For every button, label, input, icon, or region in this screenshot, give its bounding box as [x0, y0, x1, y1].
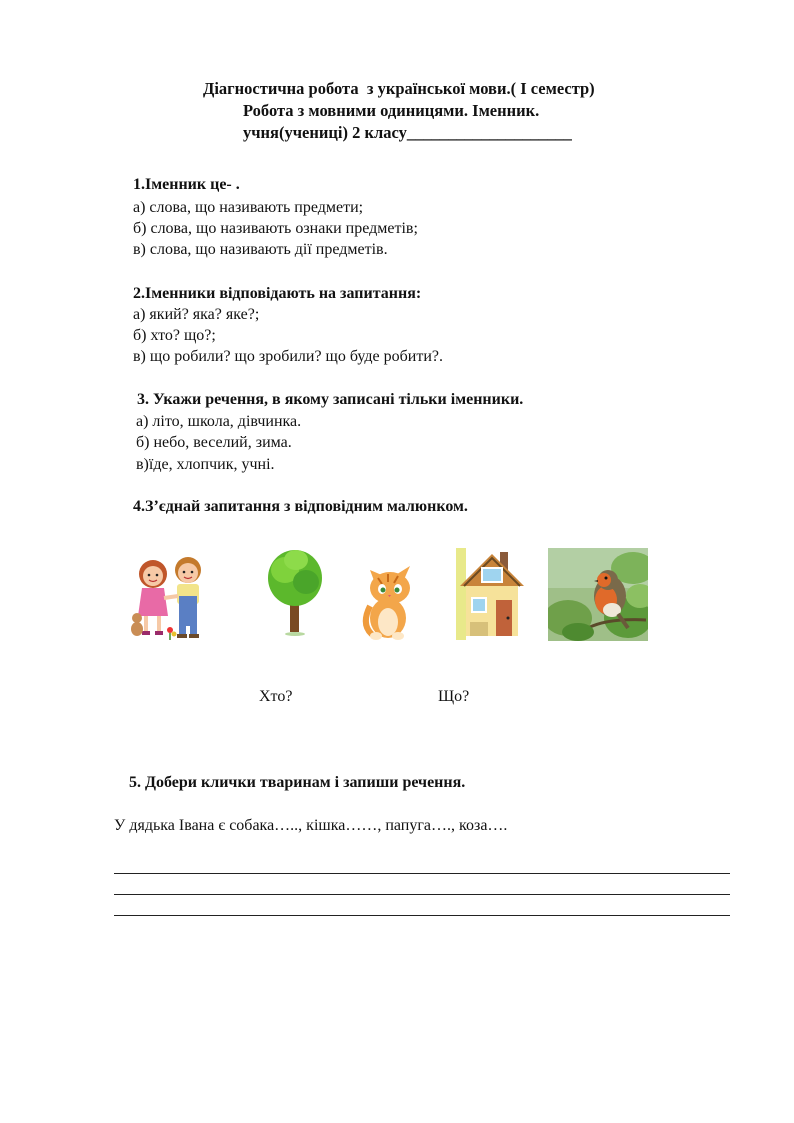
kitten-picture	[356, 556, 424, 642]
answer-line-3[interactable]	[114, 915, 730, 916]
house-picture	[452, 546, 532, 642]
answer-line-1[interactable]	[114, 873, 730, 874]
question-word-who: Хто?	[259, 688, 293, 705]
q2-option-c: в) що робили? що зробили? що буде робити?.	[133, 348, 443, 365]
tree-picture	[252, 546, 338, 638]
question-1: 1.Іменник це- .	[133, 176, 240, 193]
question-3: 3. Укажи речення, в якому записані тільки іменники.	[137, 391, 524, 408]
question-5: 5. Добери клички тваринам і запиши речення.	[129, 774, 466, 791]
q2-option-b: б) хто? що?;	[133, 327, 216, 344]
children-picture	[128, 550, 214, 642]
q1-option-a: а) слова, що називають предмети;	[133, 199, 364, 216]
title-line-2: Робота з мовними одиницями. Іменник.	[243, 101, 540, 120]
q2-option-a: а) який? яка? яке?;	[133, 306, 260, 323]
q3-option-b: б) небо, веселий, зима.	[136, 434, 292, 451]
q3-option-a: а) літо, школа, дівчинка.	[136, 413, 302, 430]
q1-option-b: б) слова, що називають ознаки предметів;	[133, 220, 418, 237]
question-4: 4.З’єднай запитання з відповідним малюнком.	[133, 498, 468, 515]
robin-bird-picture	[548, 548, 648, 641]
question-2: 2.Іменники відповідають на запитання:	[133, 285, 422, 302]
q5-sentence: У дядька Івана є собака….., кішка……, папуга…., коза….	[114, 817, 508, 834]
student-name-line: учня(учениці) 2 класу____________________	[243, 123, 572, 142]
question-word-what: Що?	[438, 688, 470, 705]
title-line-1: Діагностична робота з української мови.( І семестр)	[203, 79, 595, 98]
answer-line-2[interactable]	[114, 894, 730, 895]
q1-option-c: в) слова, що називають дії предметів.	[133, 241, 388, 258]
q3-option-c: в)їде, хлопчик, учні.	[136, 456, 275, 473]
